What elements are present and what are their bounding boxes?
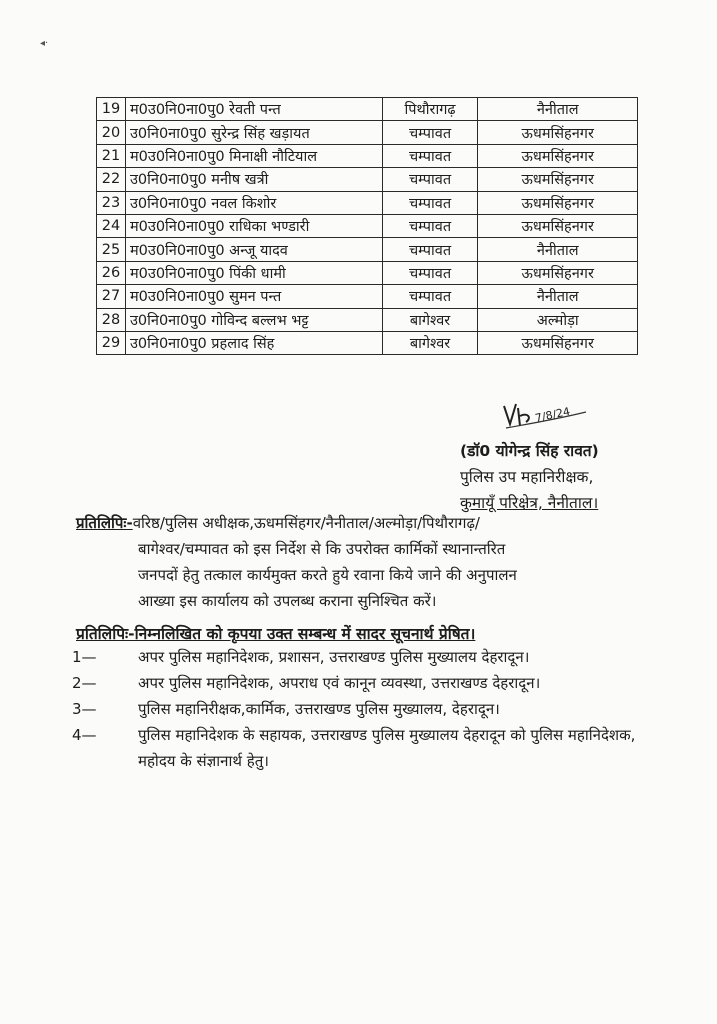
from-district-cell: चम्पावत bbox=[382, 285, 478, 308]
to-district-cell: ऊधमसिंहनगर bbox=[478, 144, 638, 167]
from-district-cell: चम्पावत bbox=[382, 214, 478, 237]
name-cell: उ0नि0ना0पु0 मनीष खत्री bbox=[125, 168, 382, 191]
copy-to-superintendents bbox=[76, 510, 651, 614]
from-district-cell: चम्पावत bbox=[382, 191, 478, 214]
list-item-text: अपर पुलिस महानिदेशक, अपराध एवं कानून व्यवस्था, उत्तराखण्ड देहरादून। bbox=[138, 674, 541, 692]
list-item bbox=[72, 670, 662, 696]
to-district-cell: ऊधमसिंहनगर bbox=[478, 261, 638, 284]
list-item-text: पुलिस महानिदेशक के सहायक, उत्तराखण्ड पुलिस मुख्यालय देहरादून को पुलिस महानिदेशक, महोदय के संज्ञानार्थ हेतु। bbox=[138, 726, 636, 770]
to-district-cell: नैनीताल bbox=[478, 98, 638, 121]
from-district-cell: चम्पावत bbox=[382, 238, 478, 261]
to-district-cell: ऊधमसिंहनगर bbox=[478, 168, 638, 191]
name-cell: उ0नि0ना0पु0 नवल किशोर bbox=[125, 191, 382, 214]
list-item-text: अपर पुलिस महानिदेशक, प्रशासन, उत्तराखण्ड पुलिस मुख्यालय देहरादून। bbox=[138, 648, 530, 666]
serial-cell: 27 bbox=[97, 285, 126, 308]
signatory-designation: पुलिस उप महानिरीक्षक, bbox=[460, 468, 594, 486]
table-row bbox=[97, 121, 638, 144]
copy-to-heading: प्रतिलिपिः-निम्नलिखित को कृपया उक्त सम्बन्ध में सादर सूचनार्थ प्रेषित। bbox=[76, 625, 476, 643]
table-row bbox=[97, 191, 638, 214]
signatory-name: (डॉ0 योगेन्द्र सिंह रावत) bbox=[460, 442, 599, 460]
serial-cell: 24 bbox=[97, 214, 126, 237]
list-item bbox=[72, 722, 662, 774]
to-district-cell: नैनीताल bbox=[478, 238, 638, 261]
copy-line-1: वरिष्ठ/पुलिस अधीक्षक,ऊधमसिंहगर/नैनीताल/अल्मोड़ा/पिथौरागढ़/ bbox=[132, 514, 480, 532]
copy-line-3: जनपदों हेतु तत्काल कार्यमुक्त करते हुये रवाना किये जाने की अनुपालन bbox=[138, 566, 517, 584]
name-cell: म0उ0नि0ना0पु0 सुमन पन्त bbox=[125, 285, 382, 308]
name-cell: म0उ0नि0ना0पु0 मिनाक्षी नौटियाल bbox=[125, 144, 382, 167]
table-row bbox=[97, 331, 638, 354]
transfer-table-body bbox=[97, 98, 638, 355]
serial-cell: 23 bbox=[97, 191, 126, 214]
table-row bbox=[97, 98, 638, 121]
scan-speck: ◂· bbox=[40, 38, 49, 49]
name-cell: उ0नि0ना0पु0 गोविन्द बल्लभ भट्ट bbox=[125, 308, 382, 331]
list-item-number: 3— bbox=[72, 700, 97, 718]
table-row bbox=[97, 238, 638, 261]
from-district-cell: बागेश्वर bbox=[382, 331, 478, 354]
table-row bbox=[97, 285, 638, 308]
list-item-number: 2— bbox=[72, 674, 97, 692]
from-district-cell: चम्पावत bbox=[382, 168, 478, 191]
signatory-block bbox=[460, 438, 599, 516]
svg-text:7/8/24: 7/8/24 bbox=[533, 404, 572, 425]
table-row bbox=[97, 168, 638, 191]
copy-line-2: बागेश्वर/चम्पावत को इस निर्देश से कि उपरोक्त कार्मिकों स्थानान्तरित bbox=[138, 540, 506, 558]
copy-label: प्रतिलिपिः- bbox=[76, 514, 133, 532]
list-item bbox=[72, 696, 662, 722]
transfer-table bbox=[96, 97, 638, 355]
from-district-cell: चम्पावत bbox=[382, 261, 478, 284]
table-row bbox=[97, 261, 638, 284]
serial-cell: 19 bbox=[97, 98, 126, 121]
from-district-cell: बागेश्वर bbox=[382, 308, 478, 331]
name-cell: म0उ0नि0ना0पु0 राधिका भण्डारी bbox=[125, 214, 382, 237]
from-district-cell: चम्पावत bbox=[382, 121, 478, 144]
serial-cell: 21 bbox=[97, 144, 126, 167]
copy-line-4: आख्या इस कार्यालय को उपलब्ध कराना सुनिश्चित करें। bbox=[138, 592, 437, 610]
name-cell: म0उ0नि0ना0पु0 रेवती पन्त bbox=[125, 98, 382, 121]
list-item-text: पुलिस महानिरीक्षक,कार्मिक, उत्तराखण्ड पुलिस मुख्यालय, देहरादून। bbox=[138, 700, 500, 718]
copy-to-list bbox=[72, 644, 662, 774]
serial-cell: 25 bbox=[97, 238, 126, 261]
to-district-cell: ऊधमसिंहनगर bbox=[478, 191, 638, 214]
list-item-number: 1— bbox=[72, 648, 97, 666]
table-row bbox=[97, 308, 638, 331]
serial-cell: 22 bbox=[97, 168, 126, 191]
table-row bbox=[97, 214, 638, 237]
list-item bbox=[72, 644, 662, 670]
to-district-cell: नैनीताल bbox=[478, 285, 638, 308]
name-cell: म0उ0नि0ना0पु0 पिंकी धामी bbox=[125, 261, 382, 284]
handwritten-signature bbox=[498, 398, 590, 432]
from-district-cell: चम्पावत bbox=[382, 144, 478, 167]
name-cell: उ0नि0ना0पु0 प्रहलाद सिंह bbox=[125, 331, 382, 354]
to-district-cell: ऊधमसिंहनगर bbox=[478, 214, 638, 237]
to-district-cell: अल्मोड़ा bbox=[478, 308, 638, 331]
name-cell: उ0नि0ना0पु0 सुरेन्द्र सिंह खड़ायत bbox=[125, 121, 382, 144]
list-item-number: 4— bbox=[72, 726, 97, 744]
signatory-office: कुमायूँ परिक्षेत्र, नैनीताल। bbox=[460, 494, 599, 512]
to-district-cell: ऊधमसिंहनगर bbox=[478, 331, 638, 354]
from-district-cell: पिथौरागढ़ bbox=[382, 98, 478, 121]
to-district-cell: ऊधमसिंहनगर bbox=[478, 121, 638, 144]
serial-cell: 26 bbox=[97, 261, 126, 284]
table-row bbox=[97, 144, 638, 167]
name-cell: म0उ0नि0ना0पु0 अन्जू यादव bbox=[125, 238, 382, 261]
serial-cell: 28 bbox=[97, 308, 126, 331]
serial-cell: 29 bbox=[97, 331, 126, 354]
serial-cell: 20 bbox=[97, 121, 126, 144]
